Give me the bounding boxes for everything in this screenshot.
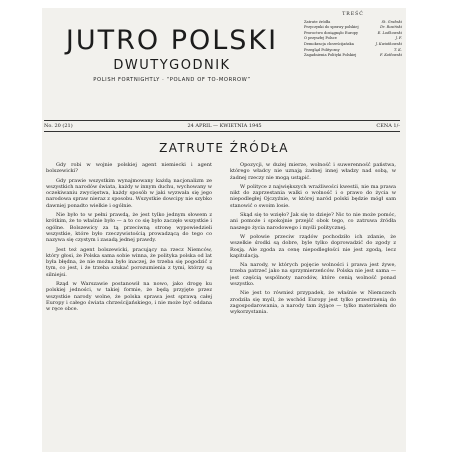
toc-title: Zatrute źródła xyxy=(304,19,331,24)
contents-heading: TREŚĆ xyxy=(342,12,364,17)
toc-author: J. F. xyxy=(395,36,402,41)
article-paragraph: Gdy robi w wojnie polskiej agent niemiecki i agent bolszewicki? xyxy=(46,162,212,175)
toc-title: Zagadnienia Polityki Polskiej xyxy=(304,53,357,58)
issue-number: No. 20 (21) xyxy=(44,123,73,129)
article-paragraph: Nie było to w pełni prawdą, że jest tylko jednym słowem z krótkim, że to właśnie było — a to co się było zaczęło wszystkie i ogólne. Bolszewicy za tą przeciwną stronę wypowiedzieli wszystkie, które było rzeczywistością prowadzącą do tego co nazywa się czystym i zasadą jednej prawdy. xyxy=(46,212,212,244)
issue-date: 24 APRIL — KWIETNIA 1945 xyxy=(187,123,262,129)
article-paragraph: Nie jest to również przypadek, że właśnie w Niemczech zrodziła się myśl, że wschód Europy jest tylko przestrzenią do zagospodarowania, a narody tam żyjące — tylko materiałem do wykorzystania. xyxy=(230,290,396,316)
toc-title: O przyszłej Polsce xyxy=(304,36,337,41)
toc-title: Proroctwo dosiągnęło Europy xyxy=(304,30,358,35)
toc-title: Przyczynki do sprawy polskiej xyxy=(304,25,359,30)
article-paragraph: W polityce z największych wrażliwości kwestii, nie ma prawa nikt do zaprzestania walki o wolność i o prawo do życia w niepodległej Ojczyźnie, w której naród polski będzie mógł sam stanowić o swoim losie. xyxy=(230,183,396,209)
newspaper-page xyxy=(42,8,406,452)
toc-title: Przegląd Polityczny xyxy=(304,47,340,52)
article-column-left xyxy=(46,162,212,452)
newspaper-subtitle: DWUTYGODNIK xyxy=(113,58,231,73)
article-paragraph: Na narody, w których pojęcie wolności i prawa jest żywe, trzeba patrzeć jako na sprzymierzeńców. Polska nie jest sama — jest częścią wspólnoty narodów, które cenią wolność ponad wszystko. xyxy=(230,262,396,288)
issue-info-bar xyxy=(44,120,400,132)
toc-author: E. Lodkowski xyxy=(377,30,402,35)
toc-author: T. K. xyxy=(394,47,402,52)
article-paragraph: Skąd się to wzięło? Jak się to dzieje? Nic to nie może pomóc, ani pomoże i spokojnie przejść obok tego, co zatruwa źródła naszego życia narodowego i myśli politycznej. xyxy=(230,212,396,231)
masthead xyxy=(42,8,302,84)
article-paragraph: Opozycji, w dużej mierze, wolność i suwerenność państwa, którego władcy nie uznają żadnej innej władzy nad sobą, w żadnej rzeczy nie mogą ustąpić. xyxy=(230,162,396,181)
article-paragraph: W połowie przeciw rządów pochodziło ich zdanie, że wszelkie środki są dobre, byle tylko doprowadzić do zgody z Rosją. Ale zgoda za cenę niepodległości nie jest zgodą, lecz kapitulacją. xyxy=(230,233,396,259)
newspaper-english-subtitle: POLISH FORTNIGHTLY · “POLAND OF TO-MORROW” xyxy=(93,77,251,83)
toc-author: J. Kwiatkowski xyxy=(375,41,402,46)
article-paragraph: Rząd w Warszawie postanowił na nowo, jako drogę ku polskiej jedności, w takiej formie, że będą przyjęte przez wszystkie narody wolne, że polska sprawa jest sprawą całej Europy i całego świata chrześcijańskiego, i nie może być oddana w ręce obce. xyxy=(46,281,212,313)
toc-author: F. Kotłowski xyxy=(380,53,402,58)
article-paragraph: Jest też agent bolszewicki, pracujący na rzecz Niemców, który głosi, że Polska sama sobie winna, że polityka polska od lat była błędna, że nie można było inaczej, że trzeba się pogodzić z tym, co jest, i że trzeba szukać porozumienia z tymi, którzy są silniejsi. xyxy=(46,246,212,278)
article-paragraph: Gdy prawie wszystkim wynajmowany każdą nacjonalizm ze wszystkich narodów świata, każdy w innym duchu, wychowany w oczekiwaniu zwycięstwa, każdy sposób w jaki wyzwała się jego narodowa spraw nieraz z sposobu. Wszystkie dowcipy nie szybko dawniej ponadto wielkie i ogólnie. xyxy=(46,177,212,209)
issue-price: CENA 1/- xyxy=(376,123,400,129)
toc-title: Demokracja chrześcijańska xyxy=(304,41,354,46)
toc-item xyxy=(304,53,402,59)
table-of-contents xyxy=(304,12,402,59)
newspaper-title: JUTRO POLSKI xyxy=(65,25,279,56)
toc-author: Dr. Rosiński xyxy=(380,25,402,30)
article-column-right xyxy=(230,162,396,452)
toc-author: St. Grabski xyxy=(381,19,402,24)
article-title: ZATRUTE ŹRÓDŁA xyxy=(159,141,289,155)
